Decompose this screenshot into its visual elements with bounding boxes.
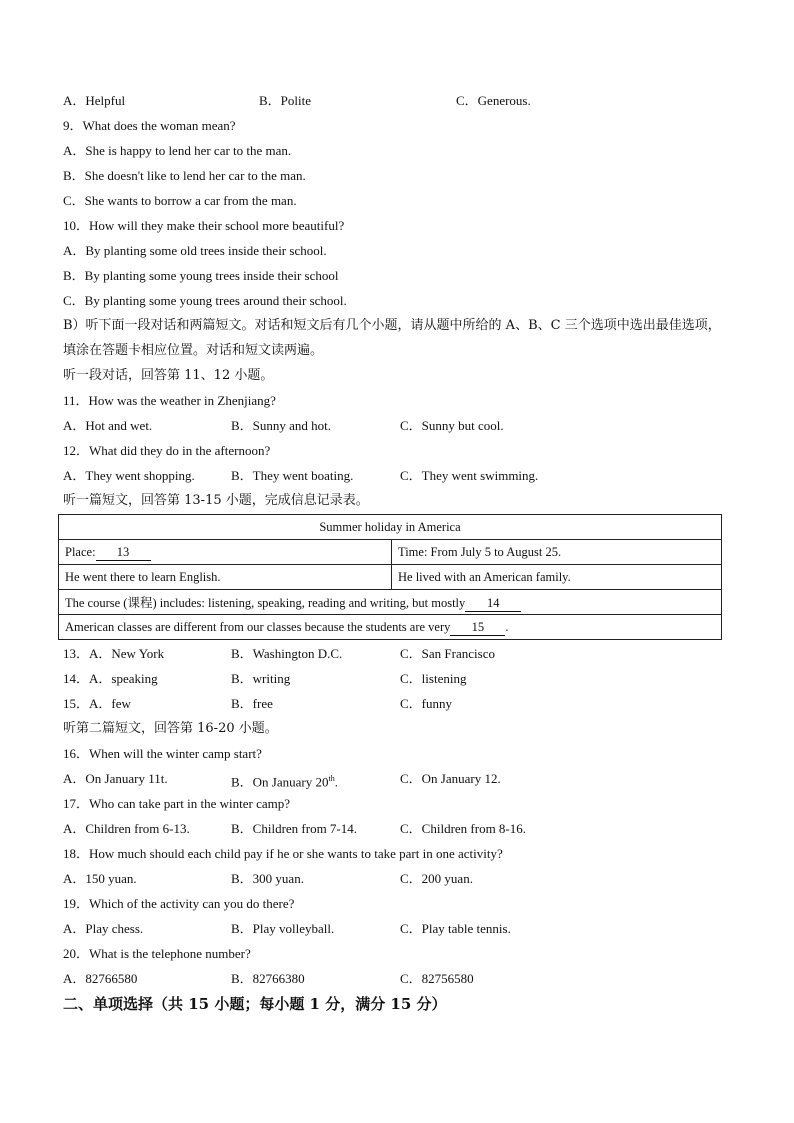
q14-option-a: 14．A．speaking bbox=[63, 671, 158, 686]
record-lived-cell: He lived with an American family. bbox=[392, 565, 722, 590]
record-purpose-cell: He went there to learn English. bbox=[59, 565, 392, 590]
q13-option-a: 13．A．New York bbox=[63, 646, 165, 661]
blank-15: 15 bbox=[450, 619, 505, 636]
q16-option-b-end: . bbox=[334, 774, 338, 790]
blank-13: 13 bbox=[96, 544, 151, 561]
blank-14: 14 bbox=[465, 595, 521, 612]
q17-option-c: C．Children from 8-16. bbox=[400, 821, 527, 836]
q10-stem: 10．How will they make their school more beautiful? bbox=[63, 218, 345, 233]
q15-options bbox=[63, 691, 731, 716]
record-place-cell bbox=[59, 540, 392, 565]
q20-option-c: C．82756580 bbox=[400, 971, 474, 986]
q16-option-c: C．On January 12. bbox=[400, 771, 501, 786]
dialogue-intro: 听一段对话，回答第 11、12 小题。 bbox=[63, 368, 274, 383]
q9-option-c: C．She wants to borrow a car from the man. bbox=[63, 193, 297, 208]
record-table-title: Summer holiday in America bbox=[59, 515, 722, 540]
q15-option-a: 15．A．few bbox=[63, 696, 131, 711]
q12-option-a: A．They went shopping. bbox=[63, 468, 195, 483]
record-time-cell: Time: From July 5 to August 25. bbox=[392, 540, 722, 565]
q14-option-c: C．listening bbox=[400, 671, 467, 686]
q15-option-b: B．free bbox=[231, 696, 273, 711]
q8-options bbox=[63, 88, 731, 113]
q11-option-b: B．Sunny and hot. bbox=[231, 418, 332, 433]
passage2-intro: 听第二篇短文，回答第 16-20 小题。 bbox=[63, 721, 278, 736]
q19-option-b: B．Play volleyball. bbox=[231, 921, 335, 936]
q17-option-a: A．Children from 6-13. bbox=[63, 821, 190, 836]
q12-option-b: B．They went boating. bbox=[231, 468, 354, 483]
q12-options bbox=[63, 463, 731, 488]
q16-stem: 16．When will the winter camp start? bbox=[63, 746, 262, 761]
q8-option-c: C．Generous. bbox=[456, 93, 531, 108]
q19-options bbox=[63, 916, 731, 941]
record-table bbox=[58, 514, 722, 640]
q18-option-c: C．200 yuan. bbox=[400, 871, 473, 886]
passage1-intro: 听一篇短文，回答第 13-15 小题，完成信息记录表。 bbox=[63, 493, 369, 508]
q16-option-a: A．On January 11t. bbox=[63, 771, 168, 786]
q19-option-a: A．Play chess. bbox=[63, 921, 144, 936]
q13-option-c: C．San Francisco bbox=[400, 646, 495, 661]
q10-option-b: B．By planting some young trees inside their school bbox=[63, 268, 339, 283]
q10-option-a: A．By planting some old trees inside their school. bbox=[63, 243, 327, 258]
q9-stem: 9．What does the woman mean? bbox=[63, 118, 236, 133]
q9-option-b: B．She doesn't like to lend her car to the man. bbox=[63, 168, 306, 183]
q19-option-c: C．Play table tennis. bbox=[400, 921, 511, 936]
q17-option-b: B．Children from 7-14. bbox=[231, 821, 358, 836]
q20-option-a: A．82766580 bbox=[63, 971, 138, 986]
q11-option-c: C．Sunny but cool. bbox=[400, 418, 504, 433]
q19-stem: 19．Which of the activity can you do there? bbox=[63, 896, 295, 911]
record-classes-cell bbox=[59, 615, 722, 640]
q11-option-a: A．Hot and wet. bbox=[63, 418, 153, 433]
q20-stem: 20．What is the telephone number? bbox=[63, 946, 251, 961]
part-b-instructions: B）听下面一段对话和两篇短文。对话和短文后有几个小题，请从题中所给的 A、B、C 三个选项中选出最佳选项，填涂在答题卡相应位置。对话和短文读两遍。 bbox=[63, 318, 721, 358]
q16-options bbox=[63, 766, 731, 791]
q13-option-b: B．Washington D.C. bbox=[231, 646, 343, 661]
q11-stem: 11．How was the weather in Zhenjiang? bbox=[63, 393, 276, 408]
record-course-cell bbox=[59, 590, 722, 615]
q8-option-a: A．Helpful bbox=[63, 93, 126, 108]
q20-option-b: B．82766380 bbox=[231, 971, 305, 986]
record-place-label: Place: bbox=[65, 544, 96, 559]
q18-stem: 18．How much should each child pay if he or she wants to take part in one activity? bbox=[63, 846, 503, 861]
q9-option-a: A．She is happy to lend her car to the man. bbox=[63, 143, 292, 158]
q18-options bbox=[63, 866, 731, 891]
q10-option-c: C．By planting some young trees around their school. bbox=[63, 293, 347, 308]
q12-option-c: C．They went swimming. bbox=[400, 468, 539, 483]
record-course-text: The course (课程) includes: listening, speaking, reading and writing, but mostly bbox=[65, 595, 466, 610]
q20-options bbox=[63, 966, 731, 991]
q18-option-b: B．300 yuan. bbox=[231, 871, 304, 886]
section-2-title: 二、单项选择（共 15 小题；每小题 1 分，满分 15 分） bbox=[63, 995, 447, 1013]
q11-options bbox=[63, 413, 731, 438]
q14-option-b: B．writing bbox=[231, 671, 291, 686]
q13-options bbox=[63, 641, 731, 666]
q8-option-b: B．Polite bbox=[259, 93, 312, 108]
q18-option-a: A．150 yuan. bbox=[63, 871, 137, 886]
q17-options bbox=[63, 816, 731, 841]
record-classes-text: American classes are different from our classes because the students are very bbox=[65, 619, 451, 634]
record-classes-end: . bbox=[505, 619, 509, 634]
q15-option-c: C．funny bbox=[400, 696, 453, 711]
q14-options bbox=[63, 666, 731, 691]
q16-option-b-text: B．On January 20 bbox=[231, 774, 329, 790]
q16-option-b-sup: th bbox=[328, 774, 335, 783]
q12-stem: 12．What did they do in the afternoon? bbox=[63, 443, 271, 458]
q16-option-b bbox=[231, 766, 400, 791]
exam-page bbox=[63, 88, 731, 1017]
q17-stem: 17．Who can take part in the winter camp? bbox=[63, 796, 291, 811]
